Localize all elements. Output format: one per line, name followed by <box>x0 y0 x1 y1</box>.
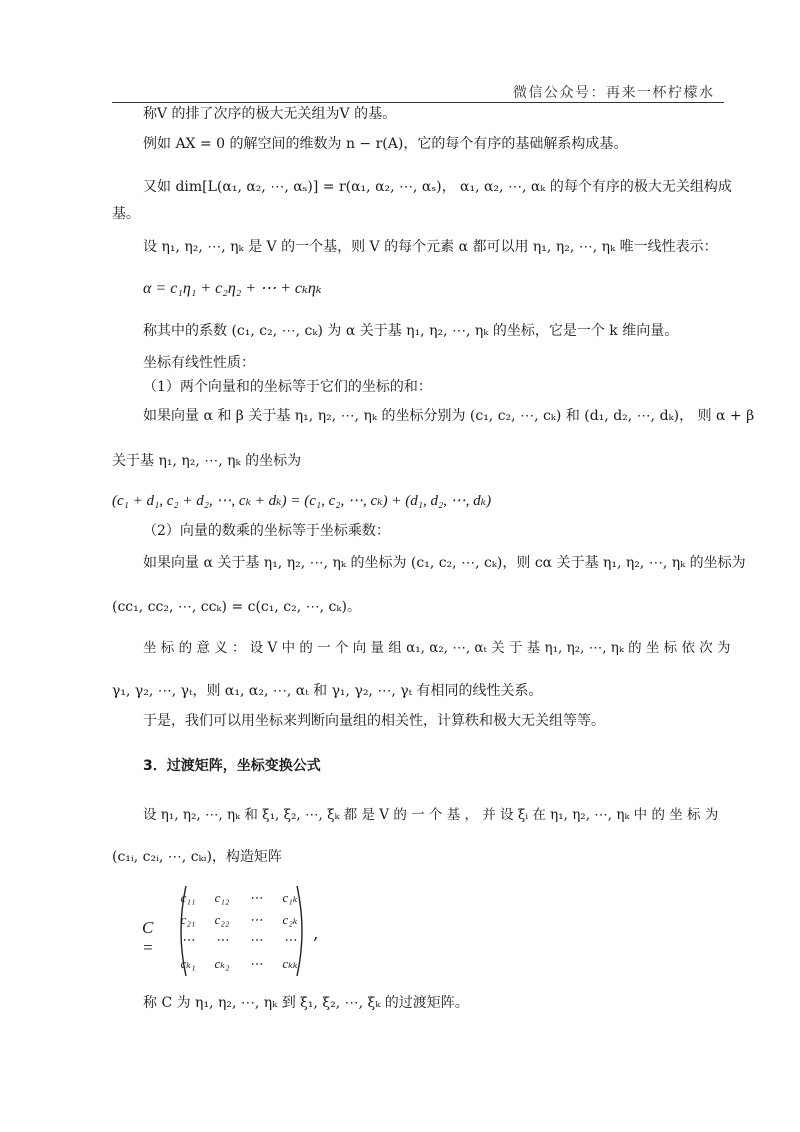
matrix-cell: ⋯ <box>249 890 263 905</box>
text-line: 于是，我们可以用坐标来判断向量组的相关性，计算秩和极大无关组等等。 <box>143 713 605 729</box>
equation-sum: (c₁ + d₁, c₂ + d₂, ⋯, cₖ + dₖ) = (c₁, c₂, ⋯, cₖ) + (d₁, d₂, ⋯, dₖ) <box>112 493 492 509</box>
text-line: 坐标有线性性质： <box>143 355 255 371</box>
text-line: 如果向量 α 关于基 η₁, η₂, ⋯, ηₖ 的坐标为 (c₁, c₂, ⋯, cₖ)，则 cα 关于基 η₁, η₂, ⋯, ηₖ 的坐标为 <box>143 555 746 571</box>
text-line: 设 η₁, η₂, ⋯, ηₖ 和 ξ₁, ξ₂, ⋯, ξₖ 都 是 V 的 一 个 基 ， 并 设 ξᵢ 在 η₁, η₂, ⋯, ηₖ 中 的 坐 标 为 <box>143 807 719 823</box>
matrix-cell: ⋯ <box>283 932 297 947</box>
text-line: 称 C 为 η₁, η₂, ⋯, ηₖ 到 ξ₁, ξ₂, ⋯, ξₖ 的过渡矩阵。 <box>143 995 469 1011</box>
equation-coordinates: α = c₁η₁ + c₂η₂ + ⋯ + cₖηₖ <box>143 280 322 297</box>
matrix-suffix: , <box>313 924 319 944</box>
matrix-cell: c₁ₖ <box>282 890 298 905</box>
header-rule <box>112 102 724 103</box>
text-line: 称其中的系数 (c₁, c₂, ⋯, cₖ) 为 α 关于基 η₁, η₂, ⋯, ηₖ 的坐标，它是一个 k 维向量。 <box>143 323 679 339</box>
text-line: 关于基 η₁, η₂, ⋯, ηₖ 的坐标为 <box>112 453 302 469</box>
text-line: (cc₁, cc₂, ⋯, ccₖ) = c(c₁, c₂, ⋯, cₖ)。 <box>112 599 361 615</box>
text-line: (c₁ᵢ, c₂ᵢ, ⋯, cₖᵢ)，构造矩阵 <box>112 849 282 865</box>
matrix-cell: ⋯ <box>249 912 263 927</box>
text-line: 基。 <box>112 206 140 222</box>
matrix-cell: c₁₂ <box>214 890 230 905</box>
section-heading: 3．过渡矩阵，坐标变换公式 <box>143 758 321 774</box>
matrix-label: C = <box>142 918 154 957</box>
text-line: 又如 dim[L(α₁, α₂, ⋯, αₛ)] = r(α₁, α₂, ⋯, αₛ)， α₁, α₂, ⋯, αₖ 的每个有序的极大无关组构成 <box>143 179 732 195</box>
text-line: 设 η₁, η₂, ⋯, ηₖ 是 V 的一个基，则 V 的每个元素 α 都可以用 η₁, η₂, ⋯, ηₖ 唯一线性表示： <box>143 239 718 255</box>
text-line: 例如 AX = 0 的解空间的维数为 n − r(A)，它的每个有序的基础解系构成基。 <box>143 136 628 152</box>
text-line: （1）两个向量和的坐标等于它们的坐标的和： <box>143 379 432 395</box>
text-line: γ₁, γ₂, ⋯, γₜ，则 α₁, α₂, ⋯, αₜ 和 γ₁, γ₂, ⋯, γₜ 有相同的线性关系。 <box>112 683 543 699</box>
matrix-cell: c₂₂ <box>214 912 230 927</box>
matrix-cell: ⋯ <box>215 932 229 947</box>
text-line: （2）向量的数乘的坐标等于坐标乘数： <box>143 523 390 539</box>
matrix-cell: c₂₁ <box>180 912 196 927</box>
text-line: 如果向量 α 和 β 关于基 η₁, η₂, ⋯, ηₖ 的坐标分别为 (c₁, c₂, ⋯, cₖ) 和 (d₁, d₂, ⋯, dₖ)， 则 α + β <box>143 408 755 424</box>
matrix-cell: ⋯ <box>249 956 263 971</box>
matrix-cell: c₁₁ <box>180 890 196 905</box>
text-line: 称V 的排了次序的极大无关组为V 的基。 <box>143 106 397 122</box>
matrix-cell: c₂ₖ <box>282 912 298 927</box>
matrix-cell: cₖ₁ <box>180 956 196 971</box>
matrix-cell: cₖ₂ <box>214 956 230 971</box>
page-header-title: 微信公众号：再来一杯柠檬水 <box>513 85 715 101</box>
matrix-cell: cₖₖ <box>282 956 298 971</box>
matrix-cell: ⋯ <box>249 932 263 947</box>
matrix-cell: ⋯ <box>181 932 195 947</box>
text-line: 坐 标 的 意 义 ： 设 V 中 的 一 个 向 量 组 α₁, α₂, ⋯, αₜ 关 于 基 η₁, η₂, ⋯, ηₖ 的 坐 标 依 次 为 <box>143 640 731 656</box>
